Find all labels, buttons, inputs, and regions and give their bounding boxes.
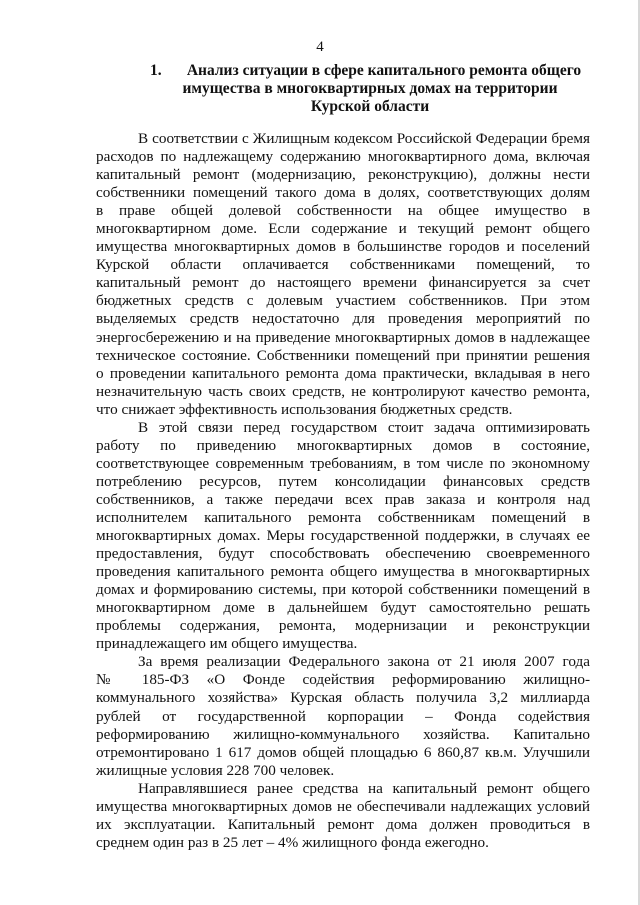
text-line: потреблению ресурсов, путем консолидации финансовых средств	[96, 472, 590, 490]
paragraph-2	[96, 419, 590, 654]
text-line: собственников, а также передачи всех прав заказа и контроля над	[96, 490, 590, 508]
text-line: Направлявшиеся ранее средства на капитальный ремонт общего	[138, 779, 590, 797]
text-line: жилищные условия 228 700 человек.	[96, 761, 335, 779]
body-text	[96, 130, 590, 852]
section-number: 1.	[150, 62, 162, 79]
text-line: что снижает эффективность использования бюджетных средств.	[96, 400, 513, 418]
text-line: собственники помещений такого дома в долях, соответствующих долям	[96, 184, 590, 202]
text-line: Курской области оплачивается собственниками помещений, то	[96, 256, 590, 274]
text-line: имущества многоквартирных домов не обеспечивали надлежащих условий	[96, 797, 590, 815]
text-line: бюджетных средств с долевым участием собственников. При этом	[96, 292, 590, 310]
text-line: проведения капитального ремонта общего имущества в многоквартирных	[96, 563, 590, 581]
text-line: соответствующее современным требованиям, в том числе по экономному	[96, 454, 590, 472]
section-heading	[150, 62, 590, 116]
text-line: многоквартирном доме. Если содержание и текущий ремонт общего	[96, 220, 590, 238]
text-line: их эксплуатации. Капитальный ремонт дома должен проводиться в	[96, 815, 590, 833]
text-line: выделяемых средств недостаточно для проведения мероприятий по	[96, 310, 590, 328]
text-line: работу по приведению многоквартирных домов в состояние,	[96, 436, 590, 454]
text-line: капитальный ремонт до настоящего времени финансируется за счет	[96, 274, 590, 292]
text-line: многоквартирных домах. Меры государственной поддержки, в случаях ее	[96, 527, 590, 545]
text-line: В этой связи перед государством стоит задача оптимизировать	[138, 418, 590, 436]
text-line: За время реализации Федерального закона от 21 июля 2007 года	[138, 653, 590, 671]
paragraph-4	[96, 780, 590, 852]
text-line: исполнителем капитального ремонта собственникам помещений в	[96, 508, 590, 526]
text-line: незначительную часть своих средств, не контролируют качество ремонта,	[96, 382, 590, 400]
text-line: реформированию жилищно-коммунального хозяйства. Капитально	[96, 725, 590, 743]
text-line: о проведении капитального ремонта дома практически, вкладывая в него	[96, 364, 590, 382]
text-line: принадлежащего им общего имущества.	[96, 635, 358, 653]
text-line: домах и формированию системы, при которой собственники помещений в	[96, 581, 590, 599]
text-line: В соответствии с Жилищным кодексом Российской Федерации бремя	[138, 130, 590, 147]
heading-line-3: Курской области	[310, 98, 430, 115]
paragraph-1	[96, 130, 590, 419]
paragraph-3	[96, 653, 590, 779]
heading-line-1: Анализ ситуации в сфере капитального ремонта общего	[186, 62, 582, 79]
text-line: № 185-ФЗ «О Фонде содействия реформированию жилищно-	[96, 671, 590, 689]
text-line: энергосбережению и на приведение многоквартирных домов в надлежащее	[96, 328, 590, 346]
text-line: отремонтировано 1 617 домов общей площадью 6 860,87 кв.м. Улучшили	[96, 743, 590, 761]
text-line: среднем один раз в 25 лет – 4% жилищного фонда ежегодно.	[96, 833, 489, 851]
text-line: техническое состояние. Собственники помещений при принятии решения	[96, 346, 590, 364]
text-line: коммунального хозяйства» Курская область получила 3,2 миллиарда	[96, 689, 590, 707]
text-line: предоставления, будут способствовать обеспечению своевременного	[96, 545, 590, 563]
page-number: 4	[316, 39, 324, 55]
text-line: расходов по надлежащему содержанию многоквартирного дома, включая	[96, 148, 590, 166]
heading-line-2: имущества в многоквартирных домах на территории	[182, 80, 558, 97]
text-line: проблемы содержания, ремонта, модернизации и реконструкции	[96, 617, 590, 635]
text-line: многоквартирном доме в дальнейшем будут самостоятельно решать	[96, 599, 590, 617]
text-line: капитальный ремонт (модернизацию, реконструкцию), должны нести	[96, 166, 590, 184]
text-line: в праве общей долевой собственности на общее имущество в	[96, 202, 590, 220]
text-line: имущества многоквартирных домов в большинстве городов и поселений	[96, 238, 590, 256]
text-line: рублей от государственной корпорации – Фонда содействия	[96, 707, 590, 725]
